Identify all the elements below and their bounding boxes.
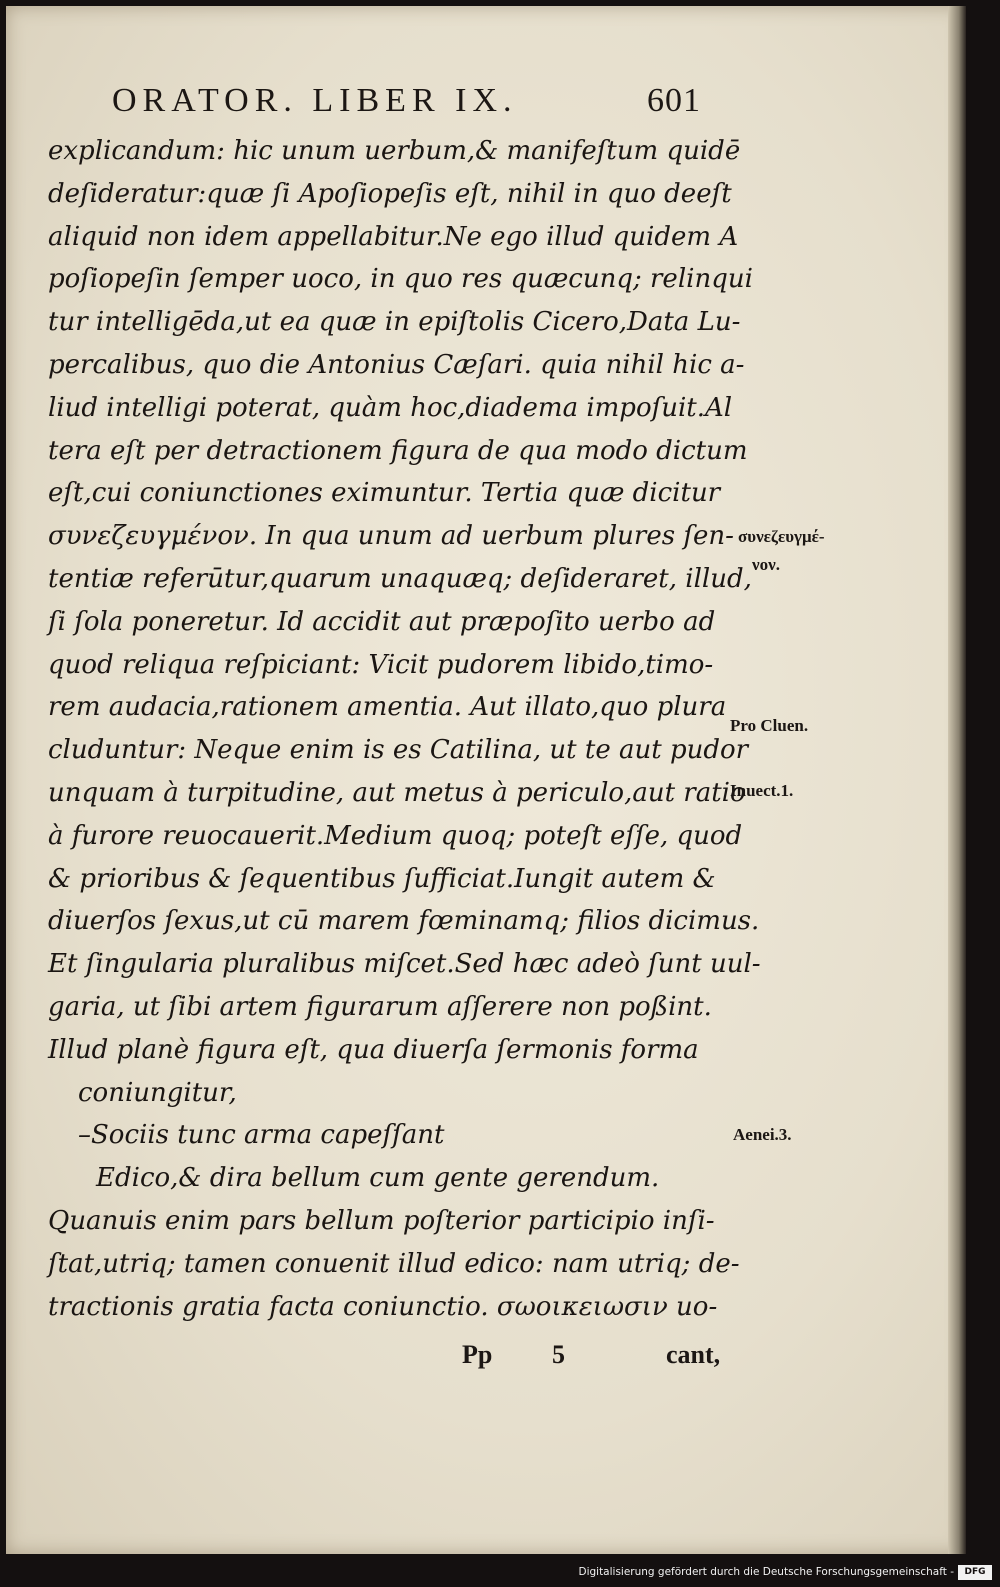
text-line: tractionis gratia facta coniunctio. σωοικειωσιν uo-: [48, 1291, 718, 1322]
digitization-credit: Digitalisierung gefördert durch die Deutsche Forschungsgemeinschaft -: [578, 1566, 954, 1578]
text-line: diuerſos ſexus,ut cū marem fœminamq; filios dicimus.: [48, 906, 760, 937]
text-line: ſtat,utriq; tamen conuenit illud edico: nam utriq; de-: [48, 1248, 740, 1279]
text-line: liud intelligi poterat, quàm hoc,diadema impoſuit.Al: [48, 392, 733, 423]
dfg-logo: DFG: [958, 1565, 992, 1580]
margin-note-greek-cont: νον.: [752, 555, 780, 574]
text-line: eſt,cui coniunctiones eximuntur. Tertia quæ dicitur: [48, 478, 721, 509]
main-text: [48, 130, 761, 1328]
text-line: quod reliqua reſpiciant: Vicit pudorem libido,timo-: [48, 649, 714, 680]
running-head-title: ORATOR. LIBER IX.: [112, 82, 518, 119]
text-line: deſideratur:quæ ſi Apoſiopeſis eſt, nihil in quo deeſt: [48, 178, 732, 209]
margin-note-inuect: Inuect.1.: [730, 781, 794, 800]
text-line: tera eſt per detractionem figura de qua modo dictum: [48, 435, 748, 466]
text-line: Et ſingularia pluralibus miſcet.Sed hæc adeò ſunt uul-: [48, 949, 761, 980]
text-line: Quanuis enim pars bellum poſterior participio inſi-: [48, 1205, 715, 1236]
margin-note-aenei: Aenei.3.: [733, 1125, 792, 1144]
text-line: unquam à turpitudine, aut metus à periculo,aut ratio: [48, 777, 746, 808]
verse-line: –Sociis tunc arma capeſſant: [78, 1120, 445, 1151]
text-line: poſiopeſin ſemper uoco, in quo res quæcunq; relinqui: [48, 264, 753, 295]
text-line: tentiæ referūtur,quarum unaquæq; deſideraret, illud,: [48, 563, 752, 594]
text-line: Illud planè figura eſt, qua diuerſa ſermonis forma: [48, 1034, 699, 1065]
text-line: cluduntur: Neque enim is es Catilina, ut te aut pudor: [48, 735, 749, 766]
text-line: συνεζευγμένον. In qua unum ad uerbum plures ſen-: [48, 521, 734, 552]
text-line: explicandum: hic unum uerbum,& manifeſtum quidē: [48, 136, 741, 166]
text-line: rem audacia,rationem amentia. Aut illato,quo plura: [48, 692, 727, 723]
text-line: aliquid non idem appellabitur.Ne ego illud quidem A: [48, 221, 739, 252]
margin-note-greek: συνεζευγμέ-: [738, 527, 825, 546]
text-line: percalibus, quo die Antonius Cæſari. quia nihil hic a-: [48, 349, 745, 380]
page-number: 601: [647, 82, 701, 119]
page-edge: [948, 6, 966, 1554]
text-line: garia, ut ſibi artem figurarum aſſerere non poßint.: [48, 991, 712, 1022]
signature-mark: Pp: [462, 1340, 493, 1369]
catchword: cant,: [666, 1340, 721, 1369]
signature-number: 5: [552, 1340, 565, 1369]
text-line: coniungitur,: [78, 1077, 237, 1108]
verse-line: Edico,& dira bellum cum gente gerendum.: [96, 1163, 660, 1194]
text-line: & prioribus & ſequentibus ſufficiat.Iungit autem &: [48, 863, 716, 894]
text-line: tur intelligēda,ut ea quæ in epiſtolis Cicero,Data Lu-: [48, 307, 741, 338]
margin-note-pro-cluen: Pro Cluen.: [730, 716, 809, 735]
running-head: [112, 82, 712, 120]
text-line: à furore reuocauerit.Medium quoq; poteſt eſſe, quod: [48, 820, 743, 851]
text-line: ſi ſola poneretur. Id accidit aut præpoſito uerbo ad: [48, 606, 716, 637]
